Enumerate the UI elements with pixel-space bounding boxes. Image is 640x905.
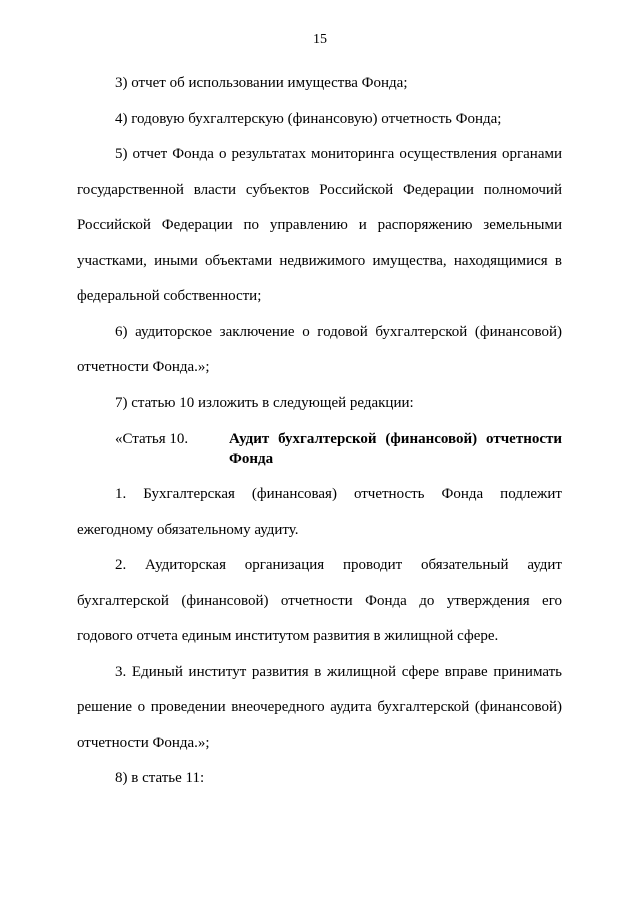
paragraph-item-3: 3) отчет об использовании имущества Фонда; <box>115 75 408 91</box>
paragraph-item-5: 5) отчет Фонда о результатах мониторинга осуществления органами государственной власти субъектов Российской Федерации полномочий Российской Федерации по управлению и распоряжению земельными участками, иными объектами недвижимого имущества, находящимися в федеральной собственности; <box>77 146 562 304</box>
article-paragraph-3: 3. Единый институт развития в жилищной сфере вправе принимать решение о проведении внеочередного аудита бухгалтерской (финансовой) отчетности Фонда.»; <box>77 663 562 751</box>
article-paragraph-2: 2. Аудиторская организация проводит обязательный аудит бухгалтерской (финансовой) отчетности Фонда до утверждения его годового отчета единым институтом развития в жилищной сфере. <box>77 557 562 644</box>
paragraph-item-6: 6) аудиторское заключение о годовой бухгалтерской (финансовой) отчетности Фонда.»; <box>77 323 562 375</box>
article-paragraph-1: 1. Бухгалтерская (финансовая) отчетность Фонда подлежит ежегодному обязательному аудиту. <box>77 486 562 538</box>
paragraph-item-7: 7) статью 10 изложить в следующей редакции: <box>115 394 414 411</box>
paragraph-item-8: 8) в статье 11: <box>115 770 205 786</box>
document-body <box>77 66 562 797</box>
article-title: Аудит бухгалтерской (финансовой) отчетности Фонда <box>229 431 562 467</box>
article-label: «Статья 10. <box>115 431 189 447</box>
page-number: 15 <box>313 32 327 47</box>
paragraph-item-4: 4) годовую бухгалтерскую (финансовую) отчетность Фонда; <box>115 110 502 127</box>
article-heading <box>77 421 562 477</box>
